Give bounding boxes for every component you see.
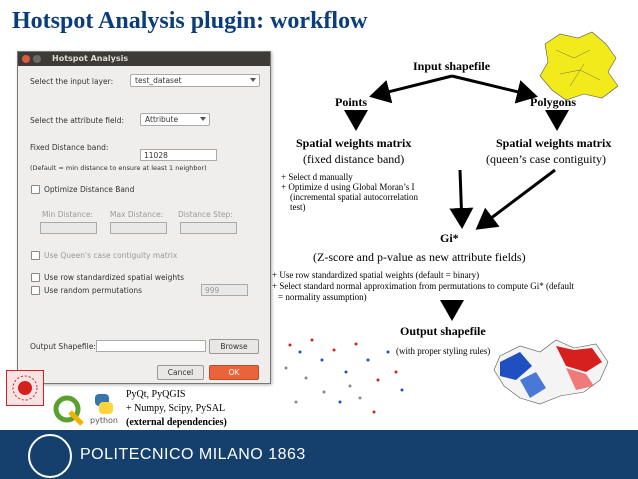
browse-button[interactable]: Browse — [209, 339, 259, 354]
input-layer-label: Select the input layer: — [30, 77, 114, 86]
python-icon — [86, 392, 120, 418]
min-distance-label: Min Distance: — [42, 210, 94, 219]
politecnico-seal-icon — [28, 434, 72, 478]
arrow-left-swm-gi — [460, 170, 462, 226]
dialog-title: Hotspot Analysis — [52, 54, 129, 63]
notes-gi-2: + Select standard normal approximation from permutations to compute Gi* (default — [272, 281, 574, 291]
random-perm-label: Use random permutations — [44, 286, 143, 295]
output-sub: (with proper styling rules) — [396, 346, 491, 356]
deps-line-3: (external dependencies) — [126, 417, 227, 428]
notes-left-2: + Optimize d using Global Moran’s I — [281, 182, 415, 192]
distance-step-label: Distance Step: — [178, 210, 233, 219]
deps-line-2: + Numpy, Scipy, PySAL — [126, 403, 226, 414]
output-label: Output Shapefile: — [30, 342, 96, 351]
qgis-icon — [52, 394, 86, 428]
arrow-to-points — [372, 76, 452, 96]
output-shapefile-label: Output shapefile — [400, 324, 486, 338]
max-distance-label: Max Distance: — [110, 210, 164, 219]
slide-title: Hotspot Analysis plugin: workflow — [12, 8, 368, 34]
optimize-label: Optimize Distance Band — [44, 185, 135, 194]
polygons-label: Polygons — [530, 95, 577, 109]
swm-left-title: Spatial weights matrix — [296, 136, 412, 150]
row-std-label: Use row standardized spatial weights — [44, 273, 185, 282]
attribute-value: Attribute — [145, 115, 179, 124]
footer-university-name: POLITECNICO MILANO 1863 — [80, 446, 306, 463]
fixed-band-value: 11028 — [144, 151, 168, 160]
gi-title: Gi* — [440, 231, 459, 245]
notes-left-4: test) — [290, 202, 306, 212]
hotspot-plugin-logo — [6, 370, 44, 406]
attribute-label: Select the attribute field: — [30, 116, 125, 125]
default-note: (Default = min distance to ensure at least 1 neighbor) — [30, 164, 207, 172]
notes-left-1: + Select d manually — [281, 172, 353, 182]
deps-line-1: PyQt, PyQGIS — [126, 389, 186, 400]
random-perm-value: 999 — [205, 286, 220, 295]
swm-left-sub: (fixed distance band) — [303, 152, 405, 166]
gi-sub: (Z-score and p-value as new attribute fields) — [313, 250, 526, 264]
swm-right-title: Spatial weights matrix — [496, 136, 612, 150]
notes-gi-1: + Use row standardized spatial weights (default = binary) — [272, 270, 480, 280]
points-output-map — [285, 339, 404, 414]
swm-right-sub: (queen’s case contiguity) — [486, 152, 606, 166]
notes-gi-3: = normality assumption) — [278, 292, 367, 302]
python-logo-text: python — [90, 416, 118, 425]
footer-bar — [0, 430, 638, 479]
polygons-output-map — [494, 340, 608, 404]
arrow-right-swm-gi — [478, 170, 555, 228]
python-logo — [86, 392, 120, 426]
cancel-button[interactable]: Cancel — [157, 365, 204, 380]
notes-left-3: (incremental spatial autocorrelation — [290, 192, 418, 202]
qgis-logo — [52, 394, 86, 428]
input-shapefile-label: Input shapefile — [413, 59, 491, 73]
ok-button[interactable]: OK — [209, 365, 259, 380]
input-layer-value: test_dataset — [135, 76, 182, 85]
hotspot-icon — [7, 371, 43, 405]
arrow-to-polygons — [452, 76, 535, 96]
polygons-map — [540, 32, 618, 100]
points-label: Points — [335, 95, 368, 109]
queen-label: Use Queen's case contiguity matrix — [44, 251, 178, 260]
fixed-band-label: Fixed Distance band: — [30, 143, 109, 152]
